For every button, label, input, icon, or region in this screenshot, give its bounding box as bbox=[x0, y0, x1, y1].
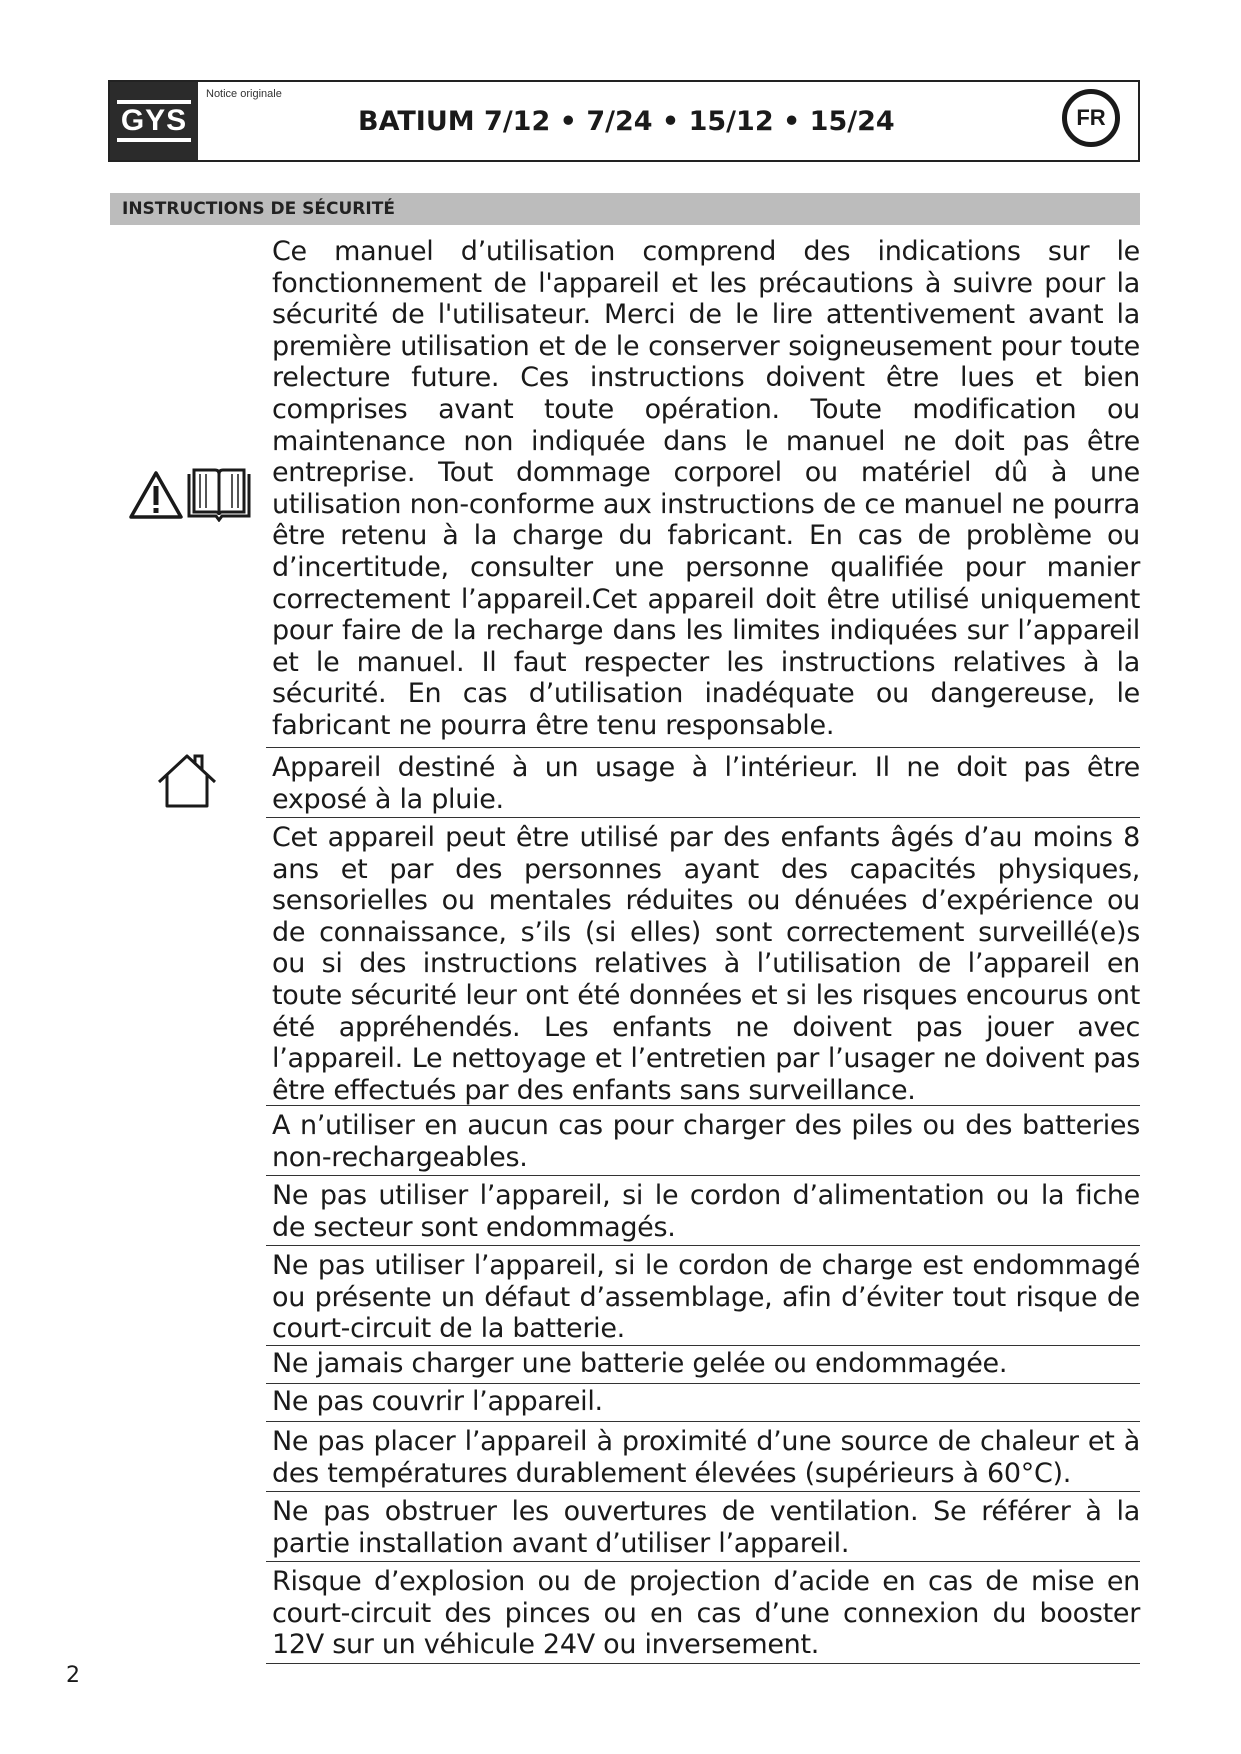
instruction-text: Risque d’explosion ou de projection d’acide en cas de mise en court-circuit des pinces ou en cas d’une connexion du booster 12V sur un véhicule 24V ou inversement. bbox=[272, 1566, 1140, 1661]
instruction-text: Appareil destiné à un usage à l’intérieur. Il ne doit pas être exposé à la pluie. bbox=[272, 752, 1140, 815]
list-item bbox=[266, 236, 1140, 748]
list-item bbox=[266, 1246, 1140, 1346]
instruction-text: Ne pas utiliser l’appareil, si le cordon de charge est endommagé ou présente un défaut d’assemblage, afin d’éviter tout risque de court-circuit de la batterie. bbox=[272, 1250, 1140, 1345]
instruction-text: A n’utiliser en aucun cas pour charger des piles ou des batteries non-rechargeables. bbox=[272, 1110, 1140, 1173]
document-title: BATIUM 7/12 • 7/24 • 15/12 • 15/24 bbox=[358, 106, 895, 137]
instruction-text: Ne pas couvrir l’appareil. bbox=[272, 1386, 603, 1417]
document-header bbox=[108, 80, 1140, 162]
list-item bbox=[266, 818, 1140, 1106]
list-item bbox=[266, 748, 1140, 818]
page-number: 2 bbox=[66, 1663, 80, 1688]
notice-label: Notice originale bbox=[206, 88, 282, 100]
section-title: INSTRUCTIONS DE SÉCURITÉ bbox=[110, 193, 1140, 225]
instruction-text: Ne pas obstruer les ouvertures de ventilation. Se référer à la partie installation avant d’utiliser l’appareil. bbox=[272, 1496, 1140, 1559]
list-item bbox=[266, 1492, 1140, 1562]
list-item bbox=[266, 1422, 1140, 1492]
list-item bbox=[266, 1346, 1140, 1384]
warning-triangle-icon bbox=[128, 470, 184, 520]
list-item bbox=[266, 1562, 1140, 1664]
house-icon bbox=[156, 752, 218, 810]
list-item bbox=[266, 1176, 1140, 1246]
logo-text: GYS bbox=[117, 100, 191, 142]
instruction-text: Ne pas utiliser l’appareil, si le cordon d’alimentation ou la fiche de secteur sont endommagés. bbox=[272, 1180, 1140, 1243]
instruction-text: Ne jamais charger une batterie gelée ou endommagée. bbox=[272, 1348, 1008, 1379]
instruction-text: Ce manuel d’utilisation comprend des indications sur le fonctionnement de l'appareil et les précautions à suivre pour la sécurité de l'utilisateur. Merci de le lire attentivement avant la première utilisation et de le conserver soigneusement pour toute relecture future. Ces instructions doivent être lues et bien comprises avant toute opération. Toute modification ou maintenance non indiquée dans le manuel ne doit pas être entreprise. Tout dommage corporel ou matériel dû à une utilisation non-conforme aux instructions de ce manuel ne pourra être retenu à la charge du fabricant. En cas de problème ou d’incertitude, consulter une personne qualifiée pour manier correctement l’appareil.Cet appareil doit être utilisé uniquement pour faire de la recharge dans les limites indiquées sur l’appareil et le manuel. Il faut respecter les instructions relatives à la sécurité. En cas d’utilisation inadéquate ou dangereuse, le fabricant ne pourra être tenu responsable. bbox=[272, 236, 1140, 741]
language-badge: FR bbox=[1062, 89, 1120, 147]
safety-instructions-list bbox=[266, 236, 1140, 1664]
instruction-text: Ne pas placer l’appareil à proximité d’une source de chaleur et à des températures durablement élevées (supérieurs à 60°C). bbox=[272, 1426, 1140, 1489]
instruction-text: Cet appareil peut être utilisé par des enfants âgés d’au moins 8 ans et par des personnes ayant des capacités physiques, sensorielles ou mentales réduites ou dénuées d’expérience ou de connaissance, s’ils (si elles) sont correctement surveillé(e)s ou si des instructions relatives à l’utilisation de l’appareil en toute sécurité leur ont été données et si les risques encourus ont été appréhendés. Les enfants ne doivent pas jouer avec l’appareil. Le nettoyage et l’entretien par l’usager ne doivent pas être effectués par des enfants sans surveillance. bbox=[272, 822, 1140, 1106]
gys-logo bbox=[110, 82, 198, 160]
open-book-icon bbox=[186, 466, 252, 522]
list-item bbox=[266, 1106, 1140, 1176]
list-item bbox=[266, 1384, 1140, 1422]
